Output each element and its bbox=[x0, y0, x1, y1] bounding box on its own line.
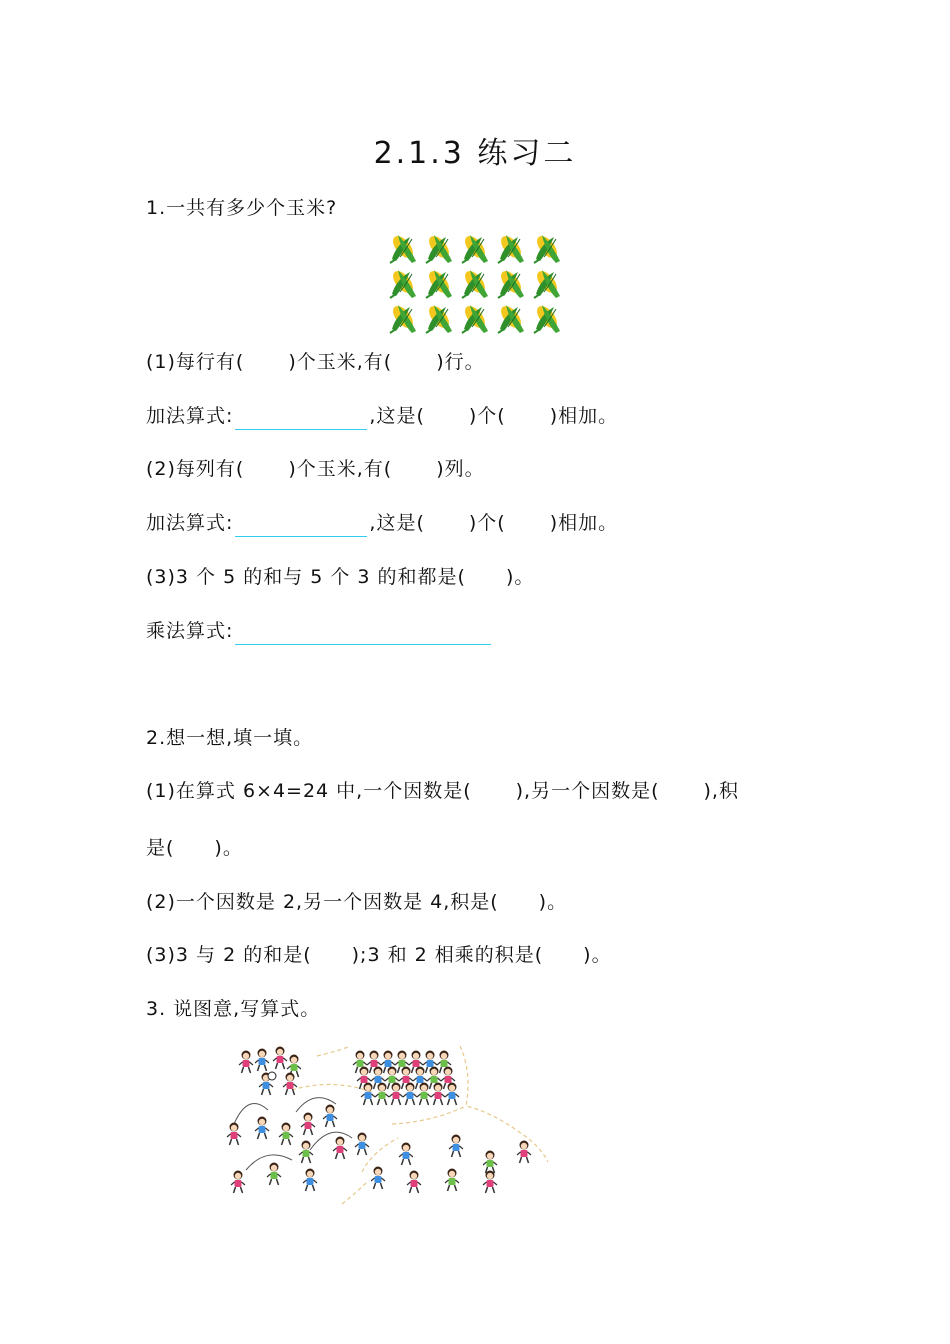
corn-icon bbox=[461, 233, 488, 263]
corn-icon bbox=[461, 303, 488, 333]
q2-part3: (3)3 与 2 的和是( );3 和 2 相乘的积是( )。 bbox=[146, 944, 612, 966]
corn-icon bbox=[425, 268, 452, 298]
q2-part1-line2: 是( )。 bbox=[146, 837, 243, 859]
corn-icon bbox=[425, 233, 452, 263]
addition-answer-line[interactable] bbox=[235, 514, 367, 537]
q1-part3: (3)3 个 5 的和与 5 个 3 的和都是( )。 bbox=[146, 566, 535, 588]
corn-icon bbox=[389, 233, 416, 263]
corn-icon bbox=[497, 233, 524, 263]
q2-part2: (2)一个因数是 2,另一个因数是 4,积是( )。 bbox=[146, 891, 568, 913]
corn-icon bbox=[389, 303, 416, 333]
corn-grid-svg bbox=[386, 231, 566, 335]
page-title: 2.1.3 练习二 bbox=[373, 136, 577, 171]
corn-row-1 bbox=[389, 233, 560, 263]
corn-icon bbox=[497, 303, 524, 333]
corn-row-2 bbox=[389, 268, 560, 298]
q1-part1: (1)每行有( )个玉米,有( )行。 bbox=[146, 351, 485, 373]
q2-heading: 2.想一想,填一填。 bbox=[146, 727, 314, 749]
q1-addition-row-1: 加法算式: ,这是( )个( )相加。 bbox=[146, 402, 618, 430]
playground-svg bbox=[222, 1042, 554, 1206]
playground-illustration bbox=[222, 1042, 554, 1206]
corn-icon bbox=[533, 233, 560, 263]
corn-icon bbox=[533, 268, 560, 298]
corn-icon bbox=[497, 268, 524, 298]
q1-multiplication-row: 乘法算式: bbox=[146, 617, 493, 645]
q1-heading: 1.一共有多少个玉米? bbox=[146, 197, 338, 219]
q1-part2: (2)每列有( )个玉米,有( )列。 bbox=[146, 458, 485, 480]
multiplication-answer-line[interactable] bbox=[235, 622, 491, 645]
q3-heading: 3. 说图意,写算式。 bbox=[146, 998, 321, 1020]
corn-icon bbox=[461, 268, 488, 298]
corn-icon bbox=[533, 303, 560, 333]
corn-image bbox=[386, 231, 566, 335]
corn-icon bbox=[389, 268, 416, 298]
q1-addition-row-2: 加法算式: ,这是( )个( )相加。 bbox=[146, 509, 618, 537]
q2-part1-line1: (1)在算式 6×4=24 中,一个因数是( ),另一个因数是( ),积 bbox=[146, 780, 739, 802]
addition-answer-line[interactable] bbox=[235, 407, 367, 430]
corn-icon bbox=[425, 303, 452, 333]
corn-row-3 bbox=[389, 303, 560, 333]
